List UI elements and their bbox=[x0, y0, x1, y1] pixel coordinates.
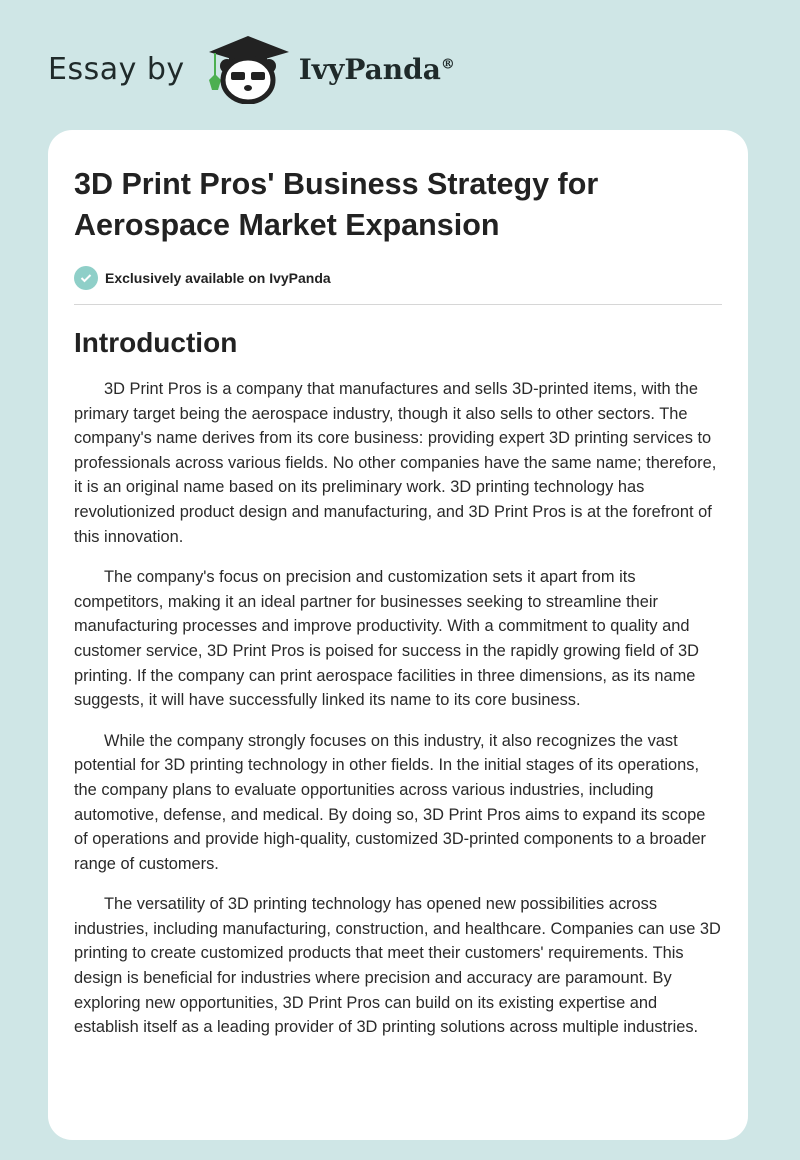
divider bbox=[74, 304, 722, 305]
paragraph: The company's focus on precision and customization sets it apart from its competitors, making it an ideal partner for businesses seeking to streamline their manufacturing processes and improve productivity. With a commitment to quality and customer service, 3D Print Pros is poised for success in the rapidly growing field of 3D printing. If the company can print aerospace facilities in three dimensions, as its name suggests, it will have successfully linked its name to its core business. bbox=[74, 568, 699, 710]
essay-card bbox=[48, 130, 748, 1140]
brand-name[interactable] bbox=[299, 53, 455, 86]
panda-logo-icon[interactable] bbox=[205, 34, 291, 104]
paragraph: 3D Print Pros is a company that manufactures and sells 3D-printed items, with the primary target being the aerospace industry, though it also sells to other sectors. The company's name derives from its core business: providing expert 3D printing services to professionals across various fields. No other companies have the same name; therefore, it is an original name based on its preliminary work. 3D printing technology has revolutionized product design and manufacturing, and 3D Print Pros is at the forefront of this innovation. bbox=[74, 380, 717, 546]
exclusive-badge bbox=[74, 266, 722, 290]
paragraph: While the company strongly focuses on this industry, it also recognizes the vast potential for 3D printing technology in other fields. In the initial stages of its operations, the company plans to evaluate opportunities across various industries, including automotive, defense, and medical. By doing so, 3D Print Pros aims to expand its scope of operations and provide high-quality, customized 3D-printed components to a broader range of customers. bbox=[74, 731, 707, 873]
essay-by-label: Essay by bbox=[48, 51, 185, 87]
brand-text: IvyPanda bbox=[298, 52, 441, 86]
site-header bbox=[48, 34, 455, 104]
essay-title: 3D Print Pros' Business Strategy for Aerospace Market Expansion bbox=[74, 167, 599, 242]
badge-text: Exclusively available on IvyPanda bbox=[105, 270, 331, 286]
section-heading: Introduction bbox=[74, 327, 238, 358]
check-icon bbox=[74, 266, 98, 290]
registered-mark: ® bbox=[440, 56, 455, 73]
paragraph: The versatility of 3D printing technology has opened new possibilities across industries, including manufacturing, construction, and healthcare. Companies can use 3D printing to create customized products that meet their customers' requirements. This design is beneficial for industries where precision and accuracy are paramount. By exploring new opportunities, 3D Print Pros can build on its existing expertise and establish itself as a leading provider of 3D printing solutions across multiple industries. bbox=[74, 895, 721, 1037]
